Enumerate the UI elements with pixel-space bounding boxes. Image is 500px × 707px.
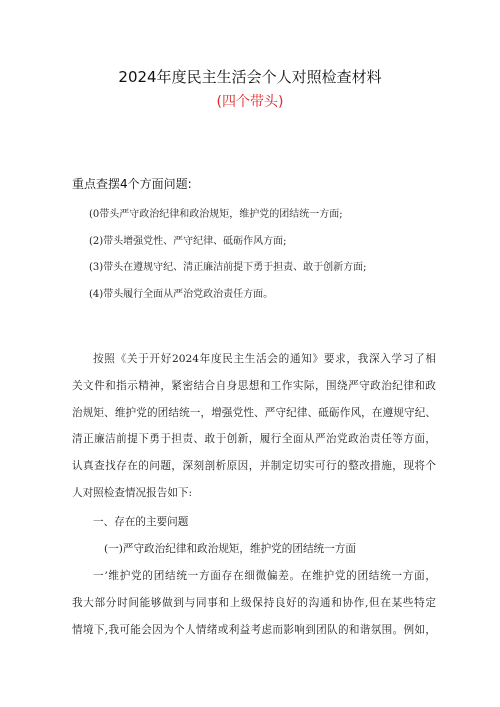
paragraph-line: 人对照检查情况报告如下: <box>72 486 193 499</box>
subsection-heading: (一)严守政治纪律和政治规矩，维护党的团结统一方面 <box>104 543 356 555</box>
document-title: 2024年度民主生活会个人对照检查材料 <box>118 68 382 86</box>
paragraph-line: 我大部分时间能够做到与同事和上级保持良好的沟通和协作,但在某些特定 <box>72 596 436 609</box>
problem-list <box>89 202 367 308</box>
paragraph-line: 认真查找存在的问题，深刻剖析原因，并制定切实可行的整改措施，现将个 <box>72 460 436 473</box>
document-subtitle: (四个带头) <box>216 94 284 110</box>
paragraph-line: 治规矩、维护党的团结统一，增强党性、严守纪律、砥砺作风，在遵规守纪、 <box>72 406 436 419</box>
list-item: (2)带头增强党性、严守纪律、砥砺作风方面; <box>89 235 287 247</box>
intro-paragraph <box>72 346 436 507</box>
paragraph-line: 关文件和指示精神，紧密结合自身思想和工作实际，围绕严守政治纪律和政 <box>72 379 436 392</box>
paragraph-line: 情境下,我可能会因为个人情绪或利益考虑而影响到团队的和谐氛围。例如， <box>72 623 436 636</box>
list-item: (0带头严守政治纪律和政治规矩，维护党的团结统一方面; <box>89 209 343 220</box>
body-paragraph <box>72 563 436 643</box>
paragraph-line: 清正廉洁前提下勇于担责、敢于创新，履行全面从严治党政治责任等方面， <box>72 433 436 446</box>
section-heading-1: 一、存在的主要问题 <box>93 516 189 528</box>
paragraph-line: 按照《关于开好2024年度民主生活会的通知》要求，我深入学习了相 <box>93 353 436 365</box>
section-heading: 重点查摆4个方面问题: <box>72 177 192 191</box>
list-item: (3)带头在遵规守纪、清正廉洁前提下勇于担责、敢于创新方面; <box>89 262 367 273</box>
paragraph-line: 一’维护党的团结统一方面存在细微偏差。在维护党的团结统一方面， <box>93 570 436 582</box>
list-item: (4)带头履行全面从严治党政治责任方面。 <box>89 288 274 300</box>
